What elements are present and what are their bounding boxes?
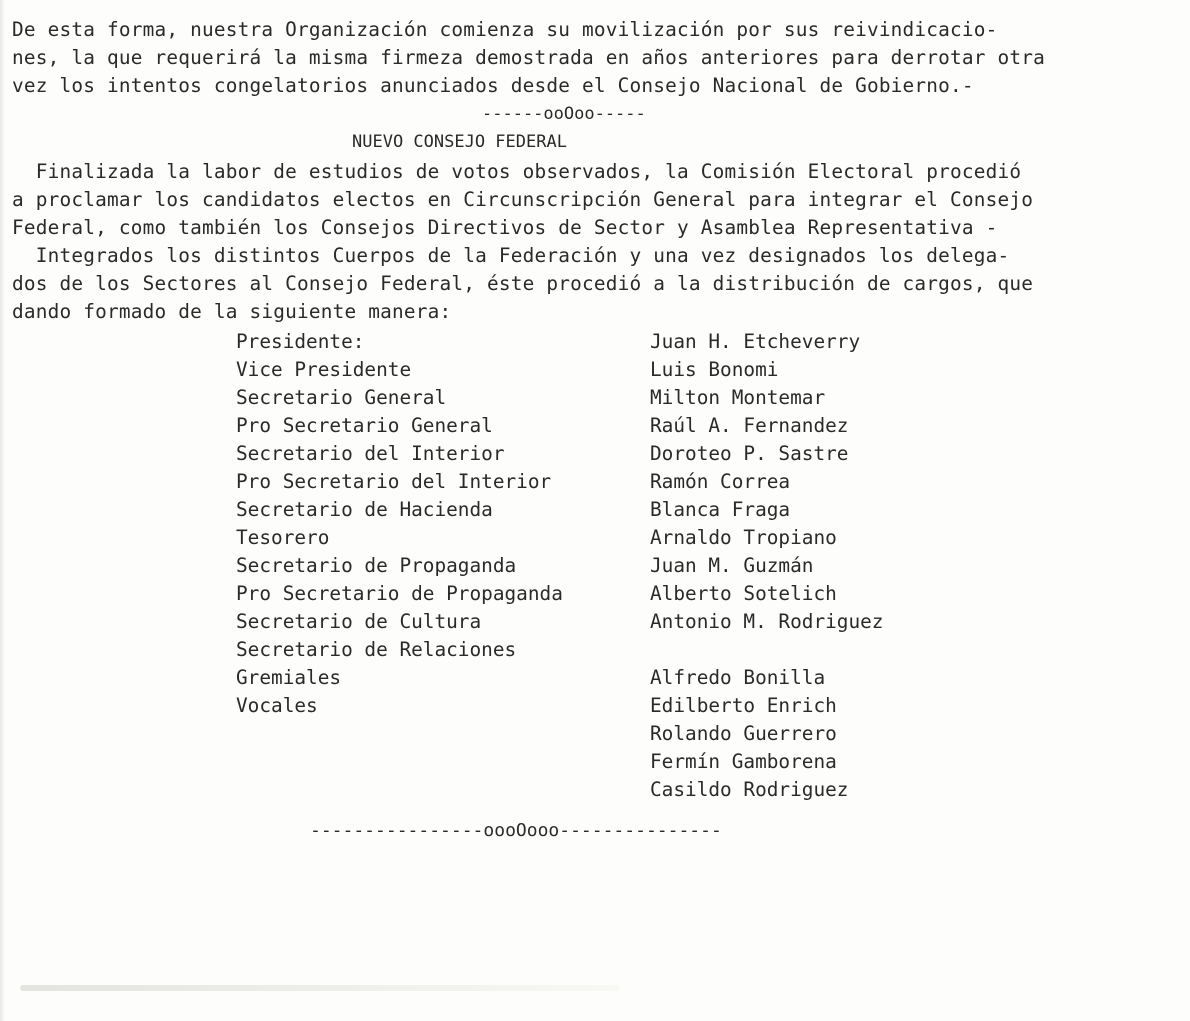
- name-list-item: Milton Montemar: [650, 386, 826, 409]
- role-tesorero: Tesorero: [236, 526, 330, 549]
- paragraph3-line-2: dos de los Sectores al Consejo Federal, éste procedió a la distribución de cargos, que: [12, 272, 1034, 295]
- paragraph2-line-2: a proclamar los candidatos electos en Circunscripción General para integrar el Consejo: [12, 188, 1034, 211]
- name-list-item: Alberto Sotelich: [650, 582, 837, 605]
- paragraph3-line-1: Integrados los distintos Cuerpos de la Federación y una vez designados los delega-: [12, 244, 1010, 267]
- name-list-item: Blanca Fraga: [650, 498, 791, 521]
- name-list-item: Juan M. Guzmán: [650, 554, 814, 577]
- role-secretario-hacienda: Secretario de Hacienda: [236, 498, 493, 521]
- paragraph1-line-1: De esta forma, nuestra Organización comienza su movilización por sus reivindicacio-: [12, 18, 998, 41]
- name-list-item: Fermín Gamborena: [650, 750, 837, 773]
- name-list-item: Alfredo Bonilla: [650, 666, 826, 689]
- paragraph3-line-3: dando formado de la siguiente manera:: [12, 300, 452, 323]
- name-list-item: Doroteo P. Sastre: [650, 442, 849, 465]
- paragraph2-line-1: Finalizada la labor de estudios de votos observados, la Comisión Electoral procedió: [12, 160, 1022, 183]
- paragraph1-line-2: nes, la que requerirá la misma firmeza demostrada en años anteriores para derrotar otra: [12, 46, 1046, 69]
- role-secretario-relaciones: Secretario de Relaciones: [236, 638, 517, 661]
- paper-edge-mark: [20, 985, 620, 991]
- name-list-item: Arnaldo Tropiano: [650, 526, 837, 549]
- role-vocales: Vocales: [236, 694, 318, 717]
- role-secretario-general: Secretario General: [236, 386, 447, 409]
- role-pro-secretario-propaganda: Pro Secretario de Propaganda: [236, 582, 563, 605]
- page-left-edge: [0, 0, 5, 1021]
- separator-top: ------ooOoo-----: [482, 104, 646, 124]
- role-vice-presidente: Vice Presidente: [236, 358, 412, 381]
- name-list-item: Raúl A. Fernandez: [650, 414, 849, 437]
- role-secretario-propaganda: Secretario de Propaganda: [236, 554, 517, 577]
- role-presidente: Presidente:: [236, 330, 365, 353]
- name-list-item: Antonio M. Rodriguez: [650, 610, 884, 633]
- role-secretario-interior: Secretario del Interior: [236, 442, 505, 465]
- name-list-item: Juan H. Etcheverry: [650, 330, 861, 353]
- name-list-item: Rolando Guerrero: [650, 722, 837, 745]
- name-list-item: Ramón Correa: [650, 470, 791, 493]
- role-secretario-cultura: Secretario de Cultura: [236, 610, 482, 633]
- name-list-item: Luis Bonomi: [650, 358, 779, 381]
- paragraph1-line-3: vez los intentos congelatorios anunciados desde el Consejo Nacional de Gobierno.-: [12, 74, 974, 97]
- section-heading: NUEVO CONSEJO FEDERAL: [352, 132, 567, 152]
- name-list-item: Casildo Rodriguez: [650, 778, 849, 801]
- separator-bottom: ----------------oooOooo---------------: [310, 820, 722, 841]
- role-pro-secretario-interior: Pro Secretario del Interior: [236, 470, 552, 493]
- role-pro-secretario-general: Pro Secretario General: [236, 414, 493, 437]
- paragraph2-line-3: Federal, como también los Consejos Directivos de Sector y Asamblea Representativa -: [12, 216, 998, 239]
- role-gremiales: Gremiales: [236, 666, 342, 689]
- name-list-item: Edilberto Enrich: [650, 694, 837, 717]
